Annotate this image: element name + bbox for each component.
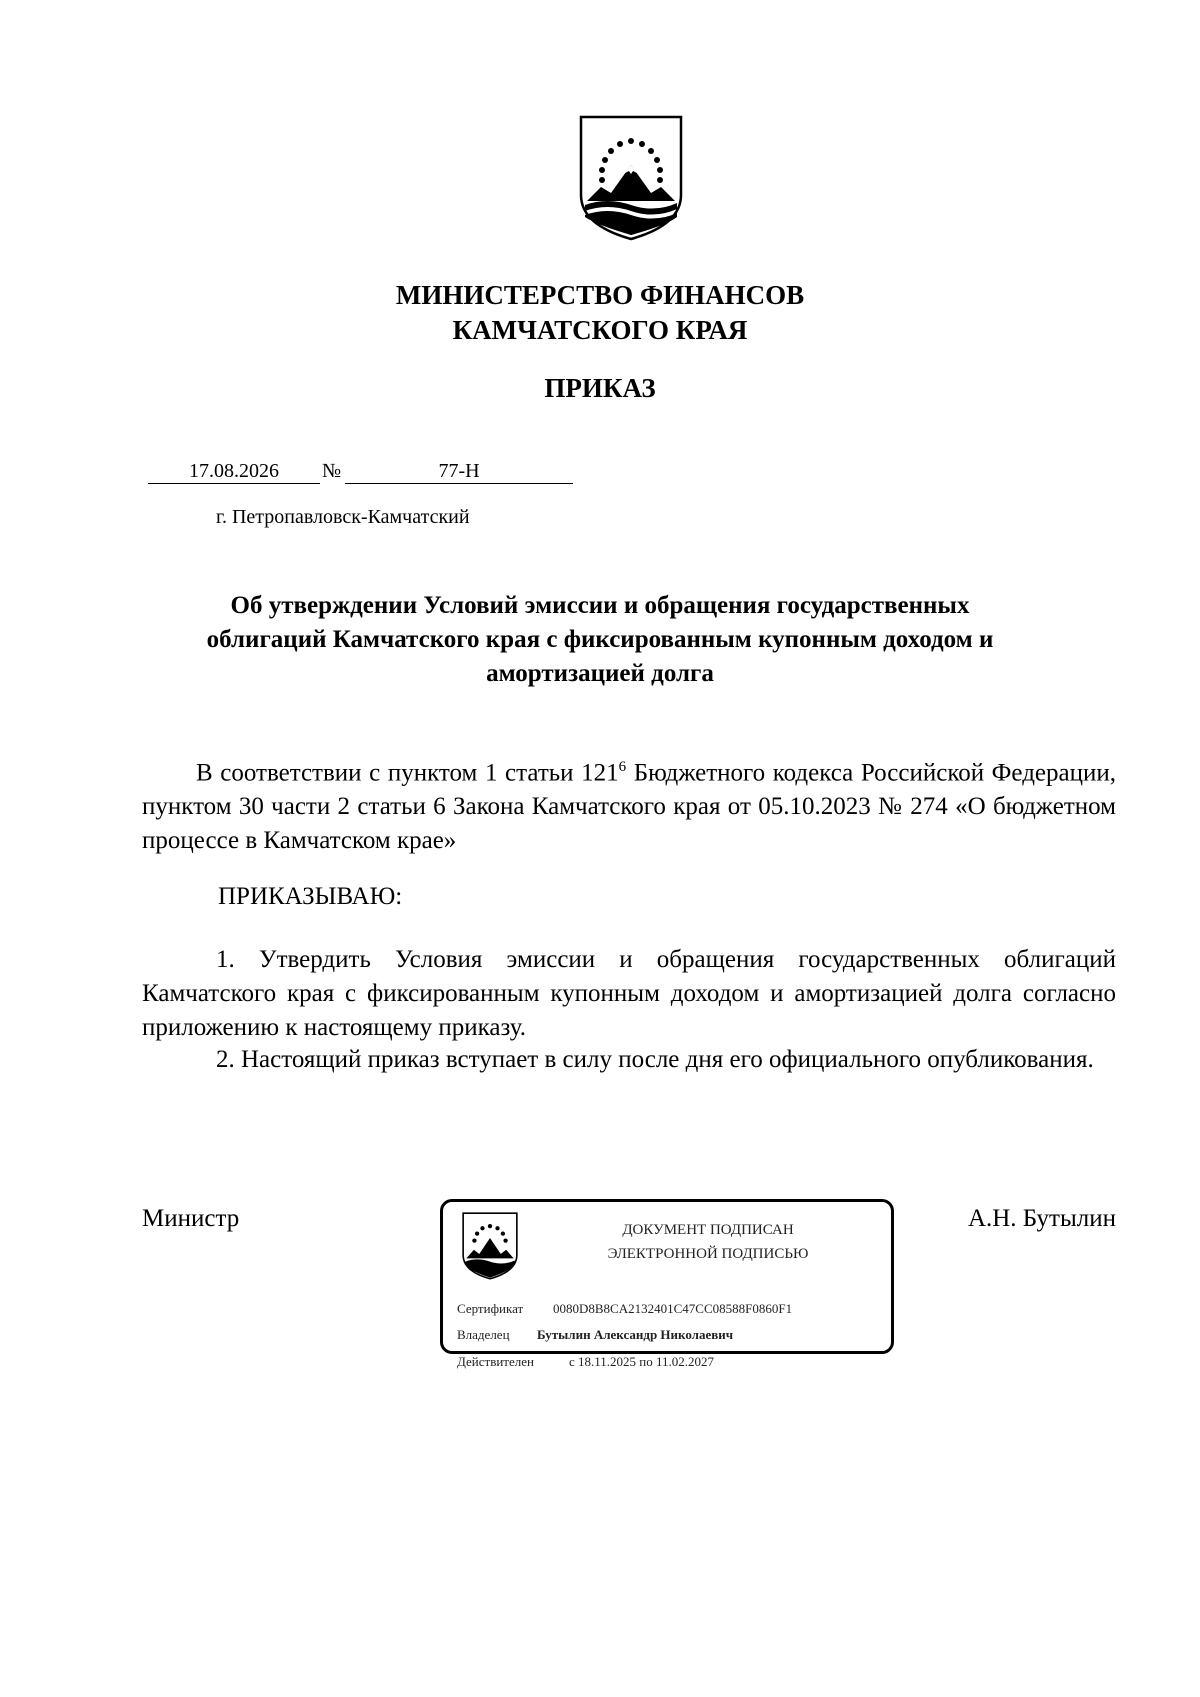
signer-name: А.Н. Бутылин xyxy=(967,1205,1116,1232)
owner-value: Бутылин Александр Николаевич xyxy=(537,1327,734,1342)
kamchatka-coat-of-arms-icon xyxy=(577,113,685,243)
validity-row xyxy=(457,1354,714,1370)
validity-label: Действителен xyxy=(457,1354,534,1369)
certificate-row xyxy=(457,1301,792,1317)
subject-line-2: облигаций Камчатского края с фиксированным купонным доходом и xyxy=(206,626,994,653)
owner-row xyxy=(457,1327,733,1343)
owner-label: Владелец xyxy=(457,1327,510,1342)
kamchatka-coat-of-arms-icon xyxy=(461,1210,519,1282)
preamble-start: В соответствии с пунктом 1 статьи 121 xyxy=(196,759,619,787)
order-item-1: 1. Утвердить Условия эмиссии и обращения государственных облигаций Камчатского края с фиксированным купонным доходом и амортизацией долга согласно приложению к настоящему приказу. xyxy=(142,946,1116,1041)
order-subject xyxy=(150,589,1050,691)
preamble-superscript: 6 xyxy=(618,759,627,775)
ministry-name xyxy=(0,278,1200,348)
subject-line-3: амортизацией долга xyxy=(486,660,714,687)
order-number: 77-Н xyxy=(345,459,573,484)
signer-position: Министр xyxy=(142,1205,240,1232)
preamble-end: Бюджетного кодекса Российской Федерации, пунктом 30 части 2 статьи 6 Закона Камчатского края от 05.10.2023 № 274 «О бюджетном процессе в Камчатском крае» xyxy=(142,759,1116,855)
validity-value: с 18.11.2025 по 11.02.2027 xyxy=(569,1354,715,1369)
subject-line-1: Об утверждении Условий эмиссии и обращения государственных xyxy=(230,592,970,619)
stamp-line-2: ЭЛЕКТРОННОЙ ПОДПИСЬЮ xyxy=(607,1246,809,1262)
stamp-line-1: ДОКУМЕНТ ПОДПИСАН xyxy=(622,1222,794,1238)
order-word: ПРИКАЗЫВАЮ: xyxy=(218,883,403,910)
order-date: 17.08.2026 xyxy=(148,459,320,484)
certificate-value: 0080D8B8CA2132401C47CC08588F0860F1 xyxy=(553,1301,793,1316)
number-sign: № xyxy=(322,460,342,482)
document-type: ПРИКАЗ xyxy=(544,373,656,403)
order-item-2: 2. Настоящий приказ вступает в силу после дня его официального опубликования. xyxy=(216,1046,1094,1073)
preamble-paragraph xyxy=(142,750,1116,858)
city: г. Петропавловск-Камчатский xyxy=(216,506,470,528)
stamp-heading xyxy=(533,1218,883,1266)
ministry-line-1: МИНИСТЕРСТВО ФИНАНСОВ xyxy=(395,280,805,310)
certificate-label: Сертификат xyxy=(457,1301,524,1316)
ministry-line-2: КАМЧАТСКОГО КРАЯ xyxy=(452,315,748,345)
electronic-signature-stamp xyxy=(440,1199,894,1369)
